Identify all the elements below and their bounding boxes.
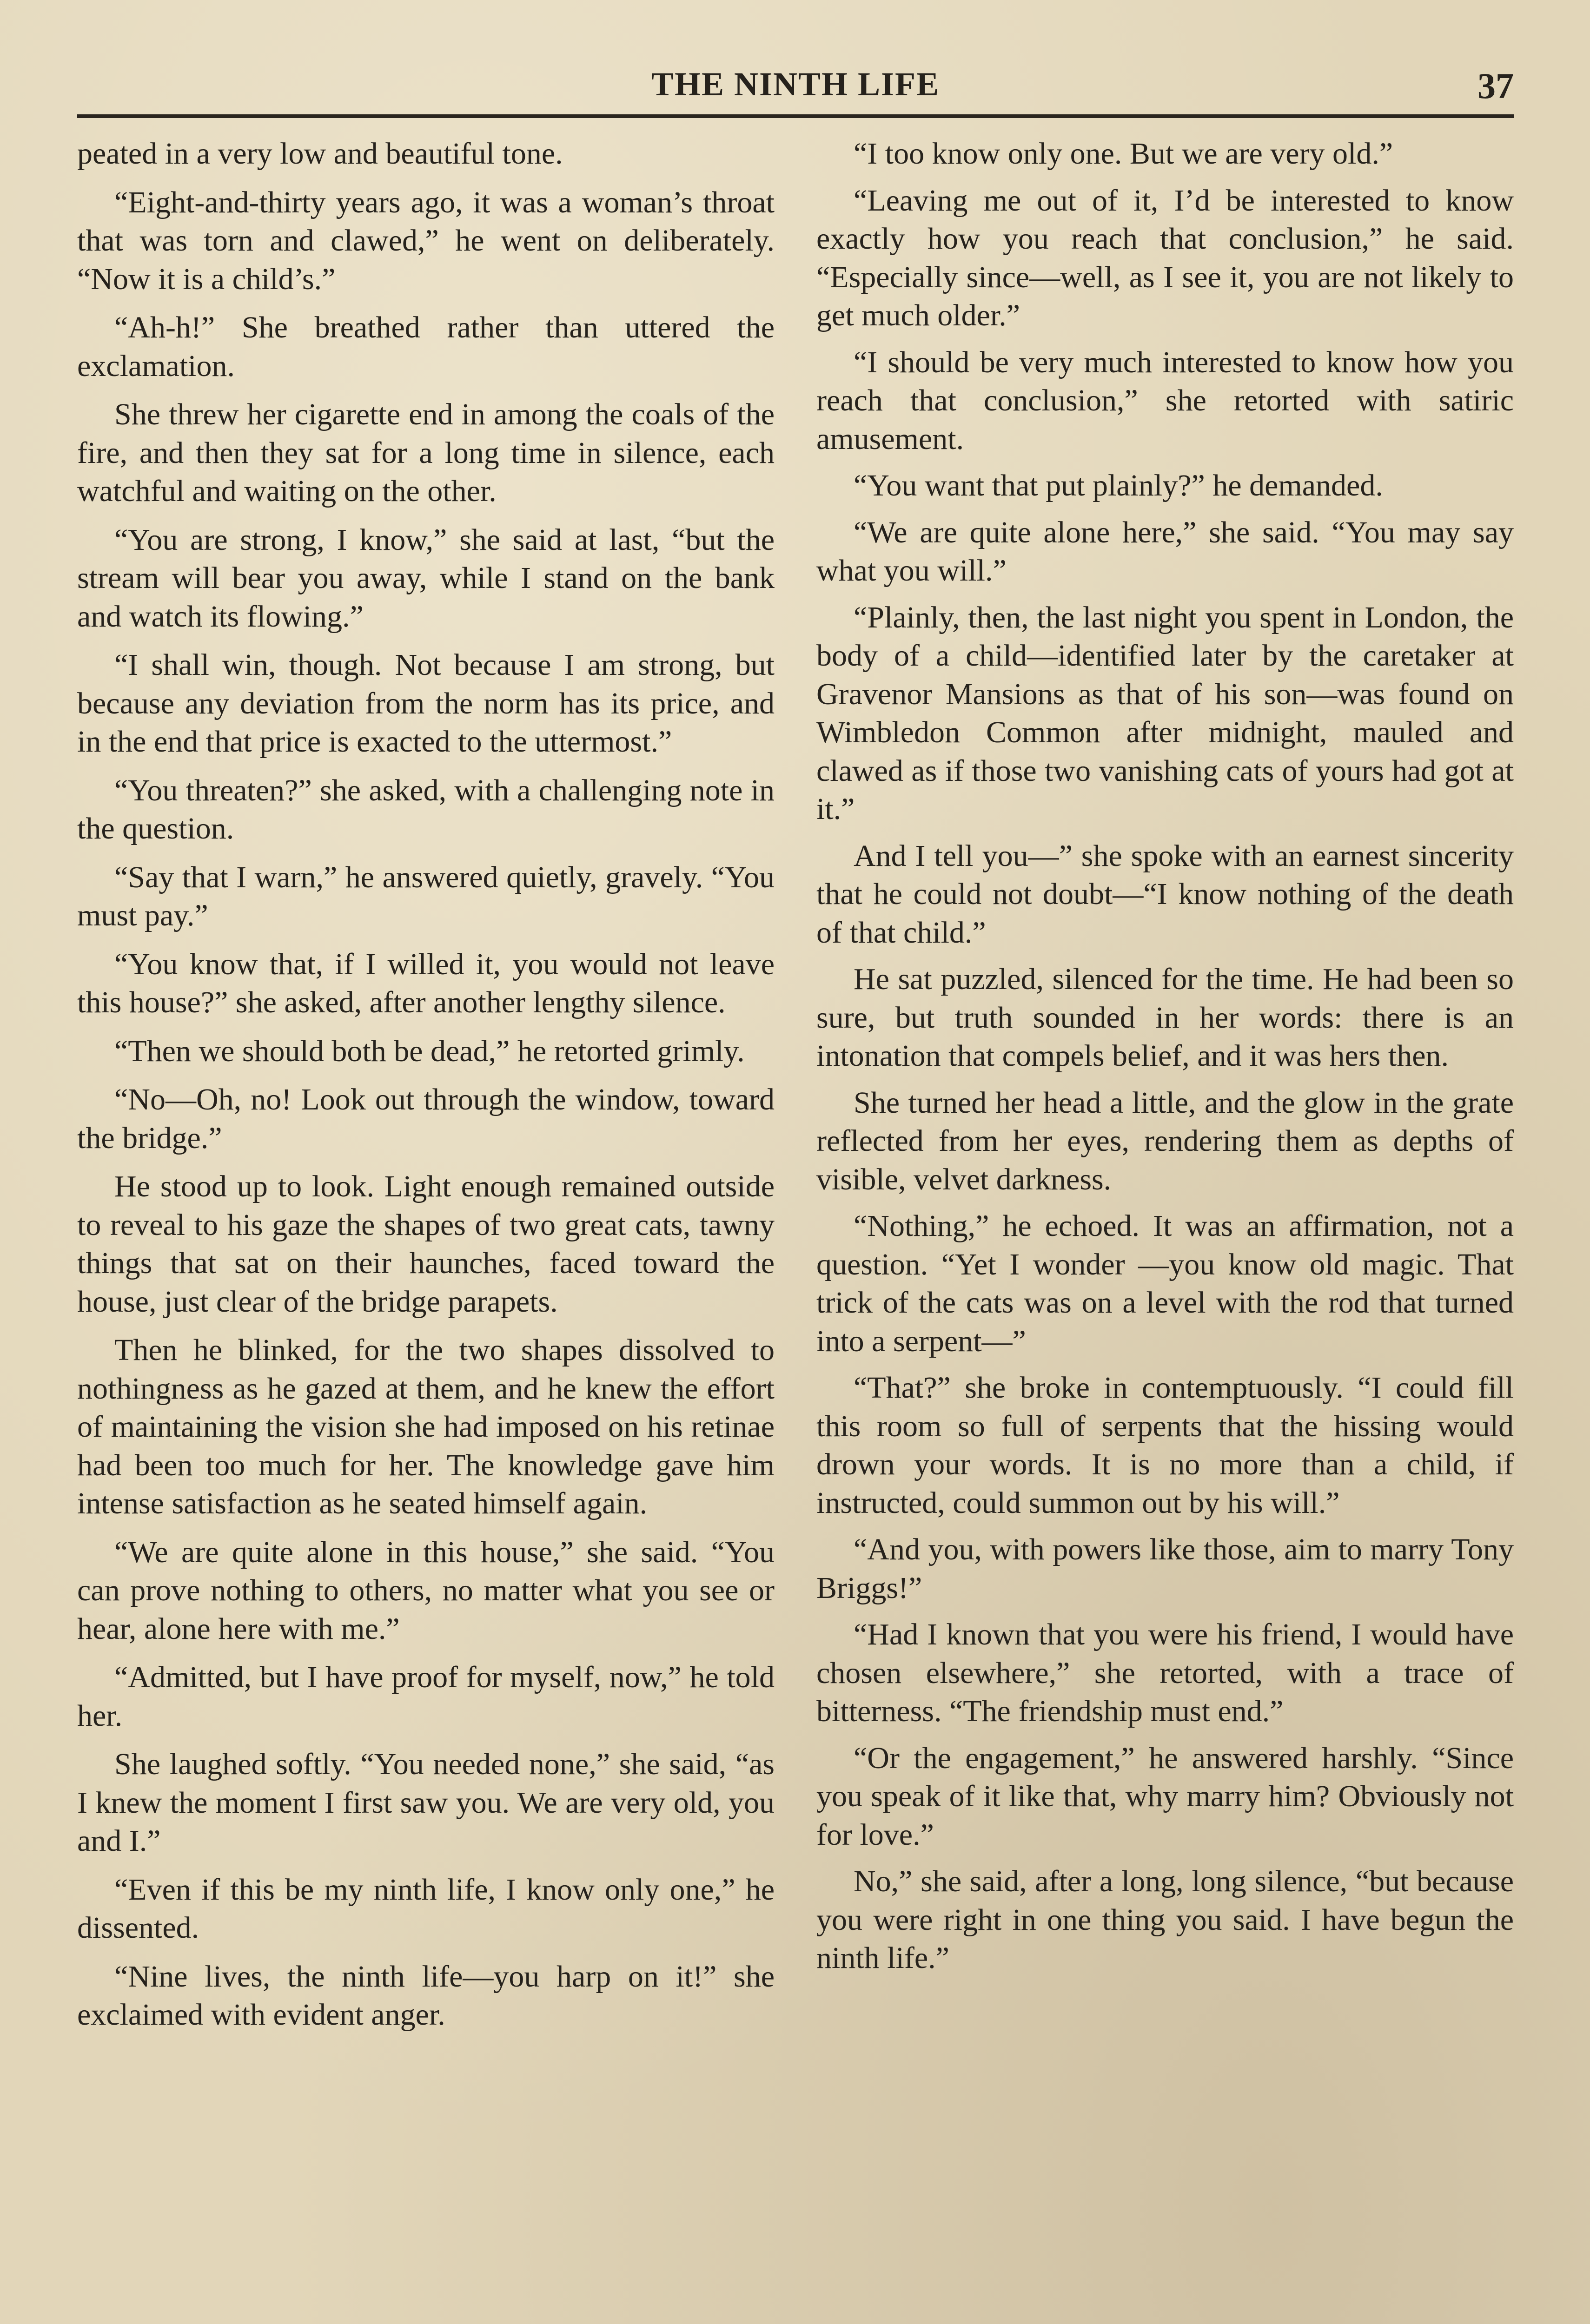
- paragraph: “Had I known that you were his friend, I would have chosen elsewhere,” she retorted, with a trace of bitterness. “The friendship must end.”: [816, 1618, 1514, 1728]
- paragraph: “Or the engagement,” he answered harshly. “Since you speak of it like that, why marry him? Obviously not for love.”: [816, 1741, 1514, 1852]
- paragraph: “You know that, if I willed it, you would not leave this house?” she asked, after another lengthy silence.: [77, 947, 775, 1019]
- page-number: 37: [1477, 66, 1514, 106]
- paragraph: He stood up to look. Light enough remained outside to reveal to his gaze the shapes of two great cats, tawny things that sat on their haunches, faced toward the house, just clear of the bridge parapets.: [77, 1169, 775, 1319]
- paragraph: Then he blinked, for the two shapes dissolved to nothingness as he gazed at them, and he knew the effort of maintaining the vision she had imposed on his retinae had been too much for her. The knowledge gave him intense satisfaction as he seated himself again.: [77, 1333, 775, 1520]
- paragraph: “Nothing,” he echoed. It was an affirmation, not a question. “Yet I wonder —you know old magic. That trick of the cats was on a level with the rod that turned into a serpent—”: [816, 1209, 1514, 1358]
- paragraph: “Leaving me out of it, I’d be interested to know exactly how you reach that conclusion,” he said. “Especially since—well, as I see it, you are not likely to get much older.”: [816, 183, 1514, 332]
- paragraph: “Then we should both be dead,” he retorted grimly.: [114, 1034, 745, 1068]
- paragraph: “We are quite alone in this house,” she said. “You can prove nothing to others, no matter what you see or hear, alone here with me.”: [77, 1535, 775, 1646]
- paragraph: “Say that I warn,” he answered quietly, gravely. “You must pay.”: [77, 860, 775, 932]
- paragraph: “I shall win, though. Not because I am strong, but because any deviation from the norm has its price, and in the end that price is exacted to the uttermost.”: [77, 648, 775, 759]
- paragraph: He sat puzzled, silenced for the time. He had been so sure, but truth sounded in her words: there is an intonation that compels belief, and it was hers then.: [816, 962, 1514, 1073]
- paragraph: And I tell you—” she spoke with an earnest sincerity that he could not doubt—“I know nothing of the death of that child.”: [816, 838, 1514, 950]
- paragraph: “You want that put plainly?” he demanded.: [854, 469, 1383, 502]
- paragraph: No,” she said, after a long, long silence, “but because you were right in one thing you said. I have begun the ninth life.”: [816, 1864, 1514, 1975]
- paragraph: “Nine lives, the ninth life—you harp on it!” she exclaimed with evident anger.: [77, 1959, 775, 2032]
- paragraph: “That?” she broke in contemptuously. “I could fill this room so full of serpents that the hissing would drown your words. It is no more than a child, if instructed, could summon out by his will.”: [816, 1371, 1514, 1520]
- running-title: THE NINTH LIFE: [651, 66, 940, 103]
- paragraph: “No—Oh, no! Look out through the window, toward the bridge.”: [77, 1083, 775, 1155]
- paragraph: She threw her cigarette end in among the coals of the fire, and then they sat for a long time in silence, each watchful and waiting on the other.: [77, 397, 775, 508]
- header-rule: [77, 114, 1514, 118]
- paragraph: “We are quite alone here,” she said. “You may say what you will.”: [816, 515, 1514, 588]
- paragraph: “And you, with powers like those, aim to marry Tony Briggs!”: [816, 1532, 1514, 1605]
- paragraph: “I should be very much interested to know how you reach that conclusion,” she retorted with satiric amusement.: [816, 345, 1514, 456]
- paragraph: “Even if this be my ninth life, I know only one,” he dissented.: [77, 1872, 775, 1945]
- paragraph: “Plainly, then, the last night you spent in London, the body of a child—identified later by the caretaker at Gravenor Mansions as that of his son—was found on Wimbledon Common after midnight, mauled and clawed as if those two vanishing cats of yours had got at it.”: [816, 600, 1514, 826]
- paragraph: “I too know only one. But we are very old.”: [854, 137, 1393, 171]
- right-column: [816, 135, 1514, 1978]
- paragraph: peated in a very low and beautiful tone.: [77, 137, 563, 171]
- paragraph: “You threaten?” she asked, with a challenging note in the question.: [77, 773, 775, 845]
- paragraph: “Eight-and-thirty years ago, it was a woman’s throat that was torn and clawed,” he went on deliberately. “Now it is a child’s.”: [77, 185, 775, 296]
- paragraph: She laughed softly. “You needed none,” she said, “as I knew the moment I first saw you. We are very old, you and I.”: [77, 1747, 775, 1858]
- paragraph: She turned her head a little, and the glow in the grate reflected from her eyes, rendering them as depths of visible, velvet darkness.: [816, 1085, 1514, 1196]
- paragraph: “Admitted, but I have proof for myself, now,” he told her.: [77, 1660, 775, 1733]
- paragraph: “You are strong, I know,” she said at last, “but the stream will bear you away, while I stand on the bank and watch its flowing.”: [77, 522, 775, 634]
- page-header: [77, 65, 1514, 121]
- paragraph: “Ah-h!” She breathed rather than uttered the exclamation.: [77, 310, 775, 383]
- left-column: [77, 135, 775, 2034]
